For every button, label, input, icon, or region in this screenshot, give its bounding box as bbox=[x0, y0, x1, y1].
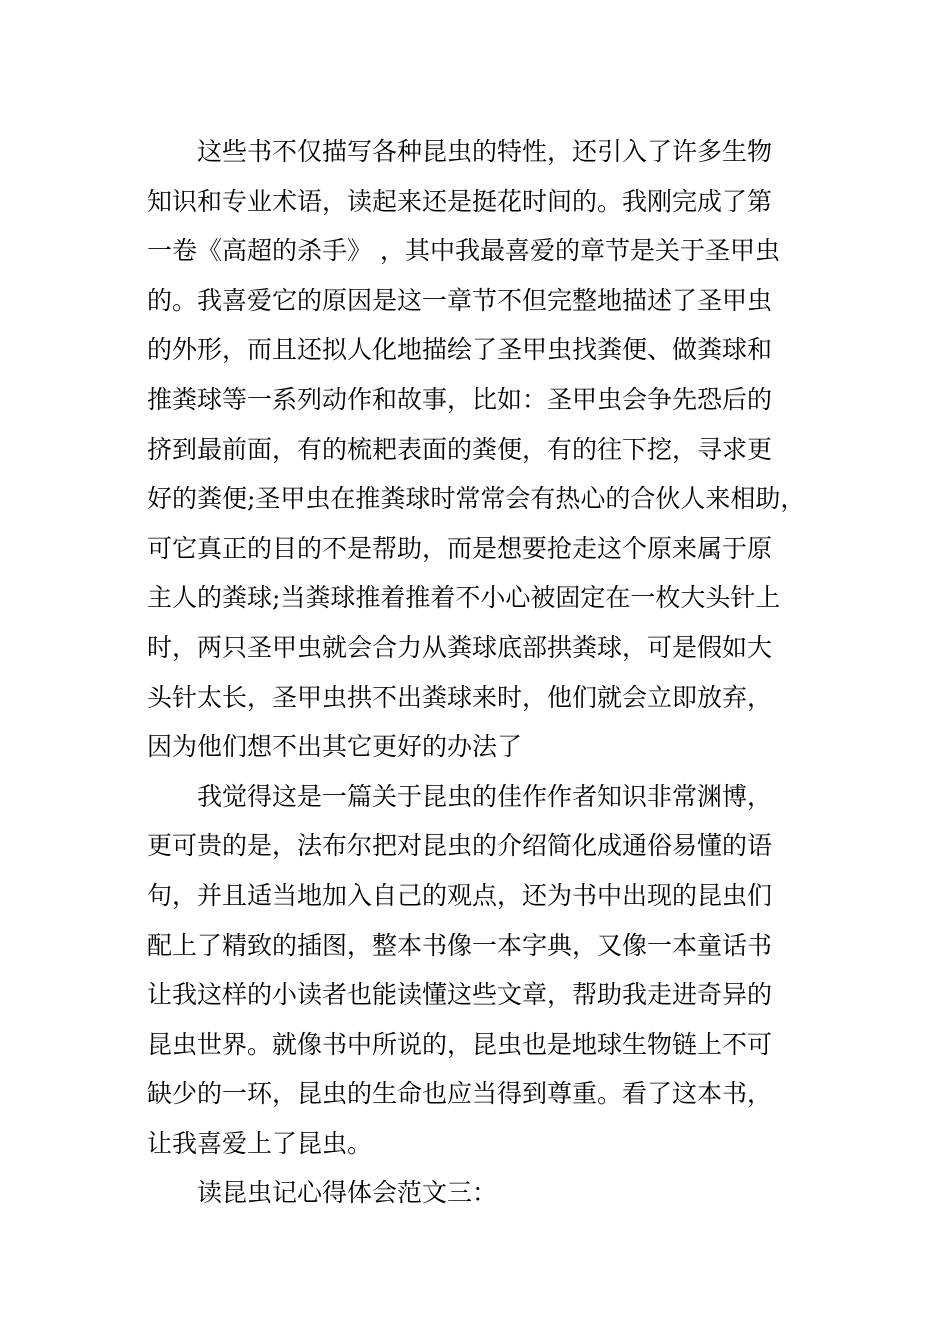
text-line: 可它真正的目的不是帮助，而是想要抢走这个原来属于原 bbox=[147, 533, 773, 563]
text-line: 挤到最前面，有的梳耙表面的粪便，有的往下挖，寻求更 bbox=[147, 434, 773, 464]
section-heading-text: 读昆虫记心得体会范文三： bbox=[197, 1178, 498, 1208]
text-line: 昆虫世界。就像书中所说的，昆虫也是地球生物链上不可 bbox=[147, 1029, 773, 1059]
text-line: 这些书不仅描写各种昆虫的特性，还引入了许多生物 bbox=[197, 137, 773, 166]
text-line: 主人的粪球;当粪球推着推着不小心被固定在一枚大头针上 bbox=[147, 583, 781, 613]
text-line: 缺少的一环，昆虫的生命也应当得到尊重。看了这本书， bbox=[147, 1079, 773, 1109]
text-line: 时，两只圣甲虫就会合力从粪球底部拱粪球，可是假如大 bbox=[147, 632, 773, 662]
paragraph-2 bbox=[147, 772, 827, 1169]
text-line: 好的粪便;圣甲虫在推粪球时常常会有热心的合伙人来相助， bbox=[147, 484, 806, 514]
text-line: 我觉得这是一篇关于昆虫的佳作作者知识非常渊博， bbox=[197, 781, 773, 811]
section-heading bbox=[147, 1168, 827, 1218]
text-line: 配上了精致的插图，整本书像一本字典，又像一本童话书 bbox=[147, 930, 773, 960]
text-line: 更可贵的是，法布尔把对昆虫的介绍简化成通俗易懂的语 bbox=[147, 831, 773, 861]
text-line: 因为他们想不出其它更好的办法了 bbox=[147, 732, 523, 762]
text-line: 句，并且适当地加入自己的观点，还为书中出现的昆虫们 bbox=[147, 880, 773, 910]
paragraph-1 bbox=[147, 127, 827, 772]
text-line: 让我这样的小读者也能读懂这些文章，帮助我走进奇异的 bbox=[147, 980, 773, 1010]
text-line: 的外形，而且还拟人化地描绘了圣甲虫找粪便、做粪球和 bbox=[147, 335, 773, 365]
text-line: 知识和专业术语，读起来还是挺花时间的。我刚完成了第 bbox=[147, 186, 773, 216]
text-line: 让我喜爱上了昆虫。 bbox=[147, 1128, 373, 1158]
text-line: 推粪球等一系列动作和故事，比如：圣甲虫会争先恐后的 bbox=[147, 384, 773, 414]
text-line: 一卷《高超的杀手》 ，其中我最喜爱的章节是关于圣甲虫 bbox=[147, 236, 780, 266]
document-body bbox=[147, 127, 827, 1218]
text-line: 头针太长，圣甲虫拱不出粪球来时，他们就会立即放弃， bbox=[147, 682, 773, 712]
text-line: 的。我喜爱它的原因是这一章节不但完整地描述了圣甲虫 bbox=[147, 285, 773, 315]
